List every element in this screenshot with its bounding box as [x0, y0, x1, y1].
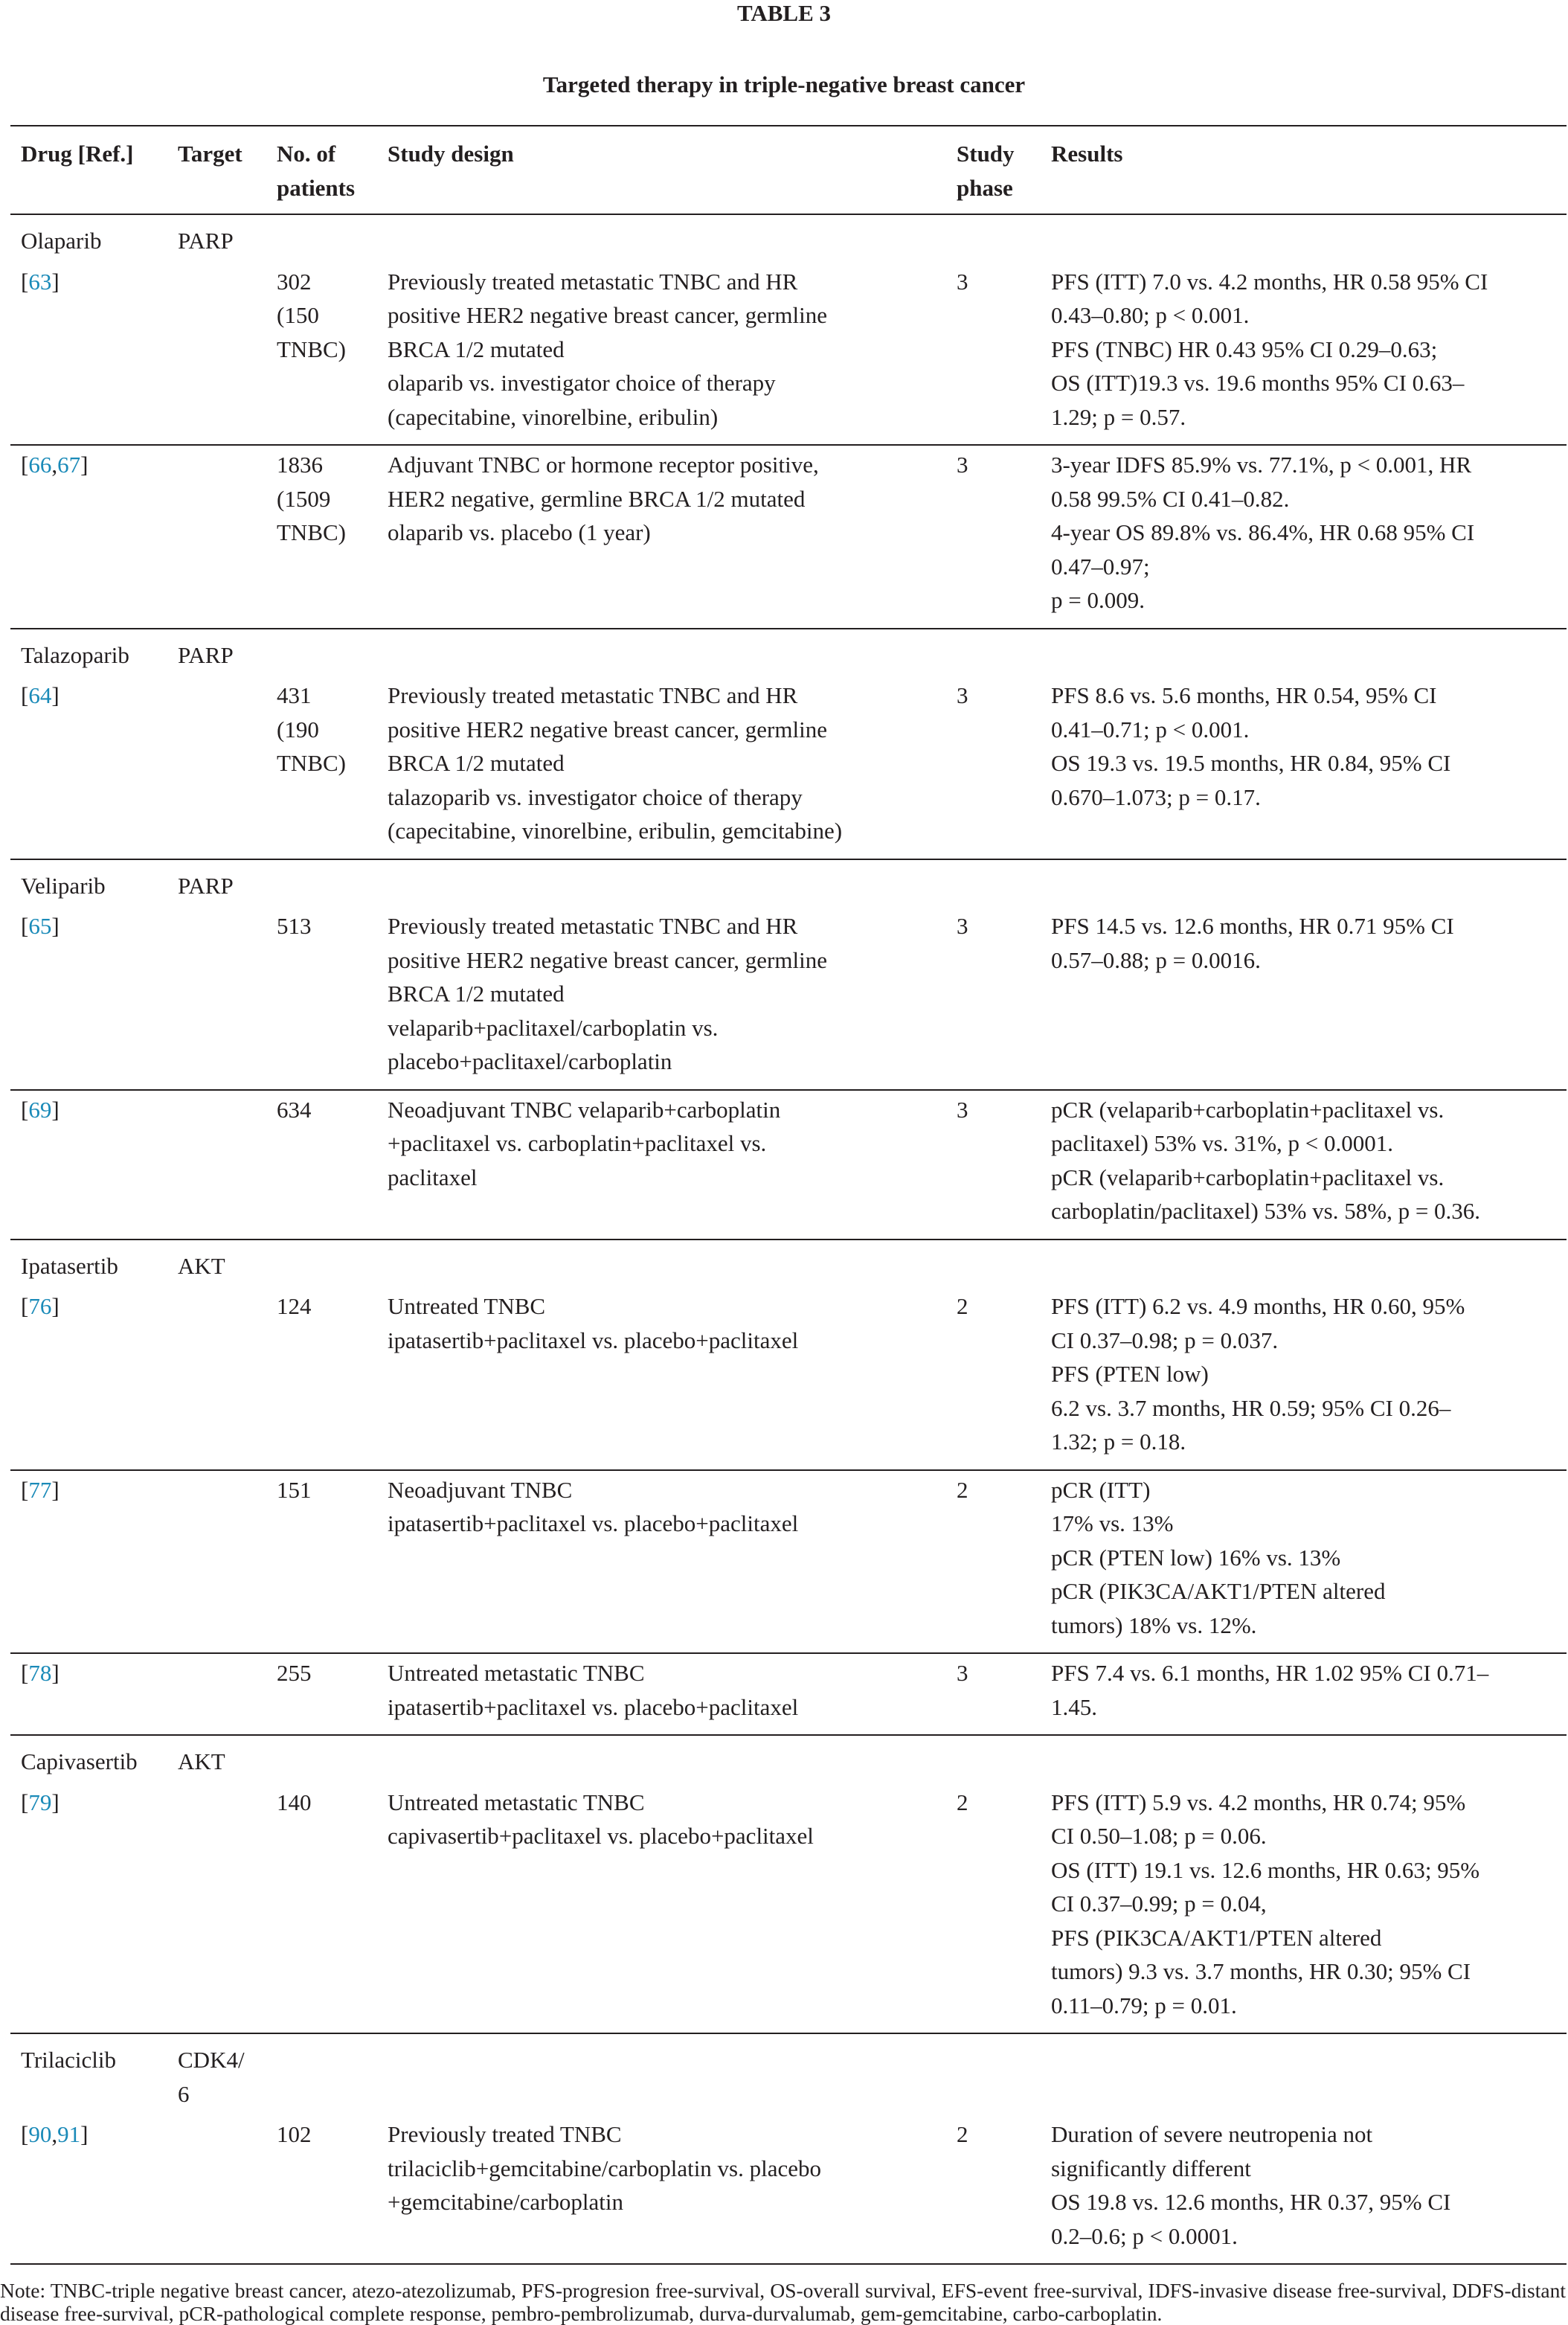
results-line: CI 0.37–0.98; p = 0.037.: [1051, 1327, 1279, 1353]
header-patients: No. of patients: [266, 126, 377, 214]
results-line: 0.670–1.073; p = 0.17.: [1051, 783, 1261, 810]
empty-cell: [167, 1287, 266, 1470]
design-line: BRCA 1/2 mutated: [388, 981, 565, 1007]
header-row: [10, 126, 1567, 214]
patient-count: [266, 263, 377, 446]
empty-cell: [377, 214, 946, 263]
patients-line: 102: [277, 2121, 312, 2147]
empty-cell: [1041, 2033, 1567, 2115]
empty-cell: [167, 1783, 266, 2034]
results-line: Duration of severe neutropenia not: [1051, 2121, 1373, 2147]
target-line: 6: [178, 2080, 190, 2107]
drug-name: Capivasertib: [21, 1748, 138, 1774]
study-results: [1041, 1470, 1567, 1654]
reference-link[interactable]: 63: [28, 268, 52, 295]
empty-cell: [1041, 629, 1567, 677]
study-results: [1041, 1090, 1567, 1240]
study-results: [1041, 2115, 1567, 2264]
design-line: ipatasertib+paclitaxel vs. placebo+paclitaxel: [388, 1510, 799, 1536]
results-line: tumors) 9.3 vs. 3.7 months, HR 0.30; 95% CI: [1051, 1958, 1471, 1984]
drug-row: [10, 859, 1567, 908]
study-phase: 3: [946, 445, 1041, 629]
results-line: 0.47–0.97;: [1051, 553, 1150, 580]
study-row: [10, 676, 1567, 859]
study-design: [377, 1653, 946, 1735]
results-line: PFS (PTEN low): [1051, 1361, 1209, 1387]
drug-name: Olaparib: [21, 228, 102, 254]
results-line: PFS 14.5 vs. 12.6 months, HR 0.71 95% CI: [1051, 913, 1454, 939]
header-phase: Study phase: [946, 126, 1041, 214]
patients-line: 151: [277, 1476, 312, 1503]
drug-name: Talazoparib: [21, 641, 129, 668]
study-phase: 2: [946, 1470, 1041, 1654]
design-line: positive HER2 negative breast cancer, germline: [388, 716, 827, 743]
study-results: [1041, 445, 1567, 629]
empty-cell: [167, 907, 266, 1090]
study-design: [377, 1090, 946, 1240]
results-line: 0.43–0.80; p < 0.001.: [1051, 302, 1250, 328]
design-line: olaparib vs. investigator choice of therapy: [388, 370, 776, 396]
empty-cell: [377, 859, 946, 908]
results-line: 1.29; p = 0.57.: [1051, 403, 1186, 430]
design-line: Previously treated metastatic TNBC and HR: [388, 268, 798, 295]
empty-cell: [946, 859, 1041, 908]
header-drug: Drug [Ref.]: [10, 126, 167, 214]
results-line: 1.32; p = 0.18.: [1051, 1428, 1186, 1455]
study-results: [1041, 907, 1567, 1090]
design-line: Previously treated metastatic TNBC and HR: [388, 682, 798, 708]
results-line: pCR (velaparib+carboplatin+paclitaxel vs.: [1051, 1096, 1445, 1123]
study-refs: [66,67]: [10, 445, 167, 629]
study-phase: 3: [946, 907, 1041, 1090]
study-results: [1041, 1287, 1567, 1470]
study-row: [10, 445, 1567, 629]
results-line: significantly different: [1051, 2155, 1251, 2181]
study-row: [10, 1090, 1567, 1240]
design-line: Untreated TNBC: [388, 1293, 546, 1319]
patients-line: (150: [277, 302, 319, 328]
design-line: +paclitaxel vs. carboplatin+paclitaxel vs.: [388, 1130, 767, 1156]
patients-line: 634: [277, 1096, 312, 1123]
results-line: 6.2 vs. 3.7 months, HR 0.59; 95% CI 0.26–: [1051, 1394, 1451, 1421]
study-phase: 3: [946, 1090, 1041, 1240]
study-design: [377, 1783, 946, 2034]
patients-line: 1836: [277, 452, 323, 478]
target-line: PARP: [178, 641, 234, 668]
empty-cell: [167, 676, 266, 859]
study-phase: 3: [946, 263, 1041, 446]
empty-cell: [946, 214, 1041, 263]
table-label: TABLE 3: [736, 0, 832, 26]
study-row: [10, 1470, 1567, 1654]
drug-target: [167, 1240, 266, 1288]
reference-link[interactable]: 90: [28, 2121, 52, 2147]
target-line: AKT: [178, 1252, 225, 1279]
drug-row: [10, 1735, 1567, 1783]
design-line: Previously treated metastatic TNBC and HR: [388, 913, 798, 939]
results-line: OS 19.8 vs. 12.6 months, HR 0.37, 95% CI: [1051, 2189, 1451, 2215]
results-line: pCR (velaparib+carboplatin+paclitaxel vs.: [1051, 1164, 1445, 1190]
design-line: (capecitabine, vinorelbine, eribulin, gemcitabine): [388, 818, 843, 844]
patients-line: TNBC): [277, 750, 346, 776]
study-design: [377, 1287, 946, 1470]
patient-count: [266, 2115, 377, 2264]
patients-line: 255: [277, 1660, 312, 1686]
table-body: [10, 214, 1567, 2264]
drug-target: [167, 1735, 266, 1783]
drug-name: Ipatasertib: [21, 1252, 118, 1279]
empty-cell: [1041, 1735, 1567, 1783]
study-results: [1041, 263, 1567, 446]
reference-link[interactable]: 77: [28, 1476, 52, 1503]
design-line: BRCA 1/2 mutated: [388, 336, 565, 362]
drug-name: Veliparib: [21, 872, 106, 899]
design-line: olaparib vs. placebo (1 year): [388, 519, 651, 545]
results-line: PFS 8.6 vs. 5.6 months, HR 0.54, 95% CI: [1051, 682, 1437, 708]
results-line: pCR (PIK3CA/AKT1/PTEN altered: [1051, 1578, 1386, 1604]
design-line: Neoadjuvant TNBC velaparib+carboplatin: [388, 1096, 781, 1123]
patients-line: 302: [277, 268, 312, 295]
drug-row: [10, 629, 1567, 677]
study-refs: [77]: [10, 1470, 167, 1654]
study-phase: 2: [946, 1287, 1041, 1470]
patient-count: [266, 1783, 377, 2034]
design-line: ipatasertib+paclitaxel vs. placebo+paclitaxel: [388, 1693, 799, 1720]
empty-cell: [167, 263, 266, 446]
empty-cell: [167, 1090, 266, 1240]
results-line: CI 0.37–0.99; p = 0.04,: [1051, 1891, 1267, 1917]
patients-line: (1509: [277, 485, 331, 512]
reference-link[interactable]: 78: [28, 1660, 52, 1686]
study-row: [10, 1653, 1567, 1735]
study-design: [377, 676, 946, 859]
study-refs: [90,91]: [10, 2115, 167, 2264]
target-line: PARP: [178, 872, 234, 899]
study-refs: [63]: [10, 263, 167, 446]
results-line: PFS (ITT) 7.0 vs. 4.2 months, HR 0.58 95% CI: [1051, 268, 1488, 295]
study-row: [10, 2115, 1567, 2264]
empty-cell: [266, 1240, 377, 1288]
study-refs: [78]: [10, 1653, 167, 1735]
design-line: Previously treated TNBC: [388, 2121, 622, 2147]
empty-cell: [1041, 1240, 1567, 1288]
empty-cell: [266, 1735, 377, 1783]
empty-cell: [266, 2033, 377, 2115]
study-design: [377, 2115, 946, 2264]
results-line: 0.2–0.6; p < 0.0001.: [1051, 2222, 1238, 2249]
header-target: Target: [167, 126, 266, 214]
design-line: Neoadjuvant TNBC: [388, 1476, 573, 1503]
design-line: paclitaxel: [388, 1164, 478, 1190]
empty-cell: [946, 629, 1041, 677]
patient-count: [266, 1090, 377, 1240]
empty-cell: [377, 2033, 946, 2115]
reference-link[interactable]: 66: [28, 452, 52, 478]
empty-cell: [266, 214, 377, 263]
header-results: Results: [1041, 126, 1567, 214]
results-line: 1.45.: [1051, 1693, 1097, 1720]
patients-line: 140: [277, 1789, 312, 1815]
results-line: tumors) 18% vs. 12%.: [1051, 1612, 1257, 1638]
design-line: ipatasertib+paclitaxel vs. placebo+paclitaxel: [388, 1327, 799, 1353]
drug-row: [10, 2033, 1567, 2115]
patient-count: [266, 1287, 377, 1470]
study-refs: [69]: [10, 1090, 167, 1240]
design-line: capivasertib+paclitaxel vs. placebo+paclitaxel: [388, 1823, 814, 1849]
patient-count: [266, 1470, 377, 1654]
study-row: [10, 1783, 1567, 2034]
results-line: 17% vs. 13%: [1051, 1510, 1174, 1536]
results-line: OS (ITT)19.3 vs. 19.6 months 95% CI 0.63–: [1051, 370, 1465, 396]
drug-target: [167, 214, 266, 263]
table-title: Targeted therapy in triple-negative breast cancer: [542, 71, 1026, 97]
patient-count: [266, 676, 377, 859]
drug-row: [10, 214, 1567, 263]
results-line: 0.58 99.5% CI 0.41–0.82.: [1051, 485, 1290, 512]
table-note: Note: TNBC-triple negative breast cancer, atezo-atezolizumab, PFS-progresion free-survival, OS-overall survival, EFS-event free-survival, IDFS-invasive disease free-survival, DDFS-distant disease free-survival, pCR-pathological complete response, pembro-pembrolizumab, durva-durvalumab, gem-gemcitabine, carbo-carboplatin.: [0, 2279, 1566, 2325]
empty-cell: [167, 1470, 266, 1654]
design-line: (capecitabine, vinorelbine, eribulin): [388, 403, 719, 430]
reference-link[interactable]: 67: [57, 452, 81, 478]
study-results: [1041, 676, 1567, 859]
patients-line: TNBC): [277, 336, 346, 362]
design-line: talazoparib vs. investigator choice of therapy: [388, 783, 803, 810]
drug-row: [10, 1240, 1567, 1288]
study-design: [377, 1470, 946, 1654]
results-line: pCR (PTEN low) 16% vs. 13%: [1051, 1544, 1341, 1571]
results-line: 3-year IDFS 85.9% vs. 77.1%, p < 0.001, HR: [1051, 452, 1472, 478]
target-line: AKT: [178, 1748, 225, 1774]
results-line: 0.11–0.79; p = 0.01.: [1051, 1992, 1237, 2018]
patient-count: [266, 445, 377, 629]
design-line: HER2 negative, germline BRCA 1/2 mutated: [388, 485, 806, 512]
reference-link[interactable]: 91: [57, 2121, 81, 2147]
study-phase: 2: [946, 1783, 1041, 2034]
results-line: OS (ITT) 19.1 vs. 12.6 months, HR 0.63; 95%: [1051, 1856, 1480, 1883]
drug-target: [167, 629, 266, 677]
empty-cell: [266, 629, 377, 677]
design-line: Untreated metastatic TNBC: [388, 1660, 645, 1686]
results-line: p = 0.009.: [1051, 587, 1145, 613]
header-design: Study design: [377, 126, 946, 214]
results-line: 4-year OS 89.8% vs. 86.4%, HR 0.68 95% CI: [1051, 519, 1475, 545]
results-line: paclitaxel) 53% vs. 31%, p < 0.0001.: [1051, 1130, 1394, 1156]
empty-cell: [377, 1735, 946, 1783]
study-refs: [76]: [10, 1287, 167, 1470]
design-line: velaparib+paclitaxel/carboplatin vs.: [388, 1014, 719, 1041]
empty-cell: [377, 629, 946, 677]
empty-cell: [167, 1653, 266, 1735]
design-line: +gemcitabine/carboplatin: [388, 2189, 624, 2215]
target-line: CDK4/: [178, 2047, 245, 2073]
reference-link[interactable]: 76: [28, 1293, 52, 1319]
study-refs: [65]: [10, 907, 167, 1090]
empty-cell: [266, 859, 377, 908]
study-refs: [79]: [10, 1783, 167, 2034]
study-results: [1041, 1653, 1567, 1735]
empty-cell: [946, 1735, 1041, 1783]
patients-line: 124: [277, 1293, 312, 1319]
results-line: carboplatin/paclitaxel) 53% vs. 58%, p = 0.36.: [1051, 1198, 1481, 1224]
drug-target: [167, 859, 266, 908]
study-refs: [64]: [10, 676, 167, 859]
study-design: [377, 263, 946, 446]
empty-cell: [1041, 214, 1567, 263]
results-line: CI 0.50–1.08; p = 0.06.: [1051, 1823, 1267, 1849]
study-results: [1041, 1783, 1567, 2034]
study-row: [10, 907, 1567, 1090]
reference-link[interactable]: 64: [28, 682, 52, 708]
design-line: positive HER2 negative breast cancer, germline: [388, 302, 827, 328]
results-line: 0.57–0.88; p = 0.0016.: [1051, 946, 1261, 973]
results-line: PFS (TNBC) HR 0.43 95% CI 0.29–0.63;: [1051, 336, 1438, 362]
patient-count: [266, 907, 377, 1090]
empty-cell: [167, 445, 266, 629]
drug-target: [167, 2033, 266, 2115]
empty-cell: [167, 2115, 266, 2264]
study-row: [10, 263, 1567, 446]
reference-link[interactable]: 65: [28, 913, 52, 939]
study-design: [377, 907, 946, 1090]
study-phase: 3: [946, 676, 1041, 859]
results-line: PFS (ITT) 6.2 vs. 4.9 months, HR 0.60, 95%: [1051, 1293, 1465, 1319]
patients-line: TNBC): [277, 519, 346, 545]
design-line: BRCA 1/2 mutated: [388, 750, 565, 776]
empty-cell: [377, 1240, 946, 1288]
design-line: placebo+paclitaxel/carboplatin: [388, 1048, 672, 1074]
study-phase: 3: [946, 1653, 1041, 1735]
reference-link[interactable]: 69: [28, 1096, 52, 1123]
design-line: positive HER2 negative breast cancer, germline: [388, 946, 827, 973]
empty-cell: [946, 2033, 1041, 2115]
patients-line: 513: [277, 913, 312, 939]
patients-line: 431: [277, 682, 312, 708]
design-line: trilaciclib+gemcitabine/carboplatin vs. placebo: [388, 2155, 822, 2181]
empty-cell: [946, 1240, 1041, 1288]
patients-line: (190: [277, 716, 319, 743]
study-phase: 2: [946, 2115, 1041, 2264]
results-line: PFS 7.4 vs. 6.1 months, HR 1.02 95% CI 0.71–: [1051, 1660, 1489, 1686]
empty-cell: [1041, 859, 1567, 908]
results-line: PFS (ITT) 5.9 vs. 4.2 months, HR 0.74; 95%: [1051, 1789, 1466, 1815]
results-line: pCR (ITT): [1051, 1476, 1151, 1503]
results-line: 0.41–0.71; p < 0.001.: [1051, 716, 1250, 743]
study-design: [377, 445, 946, 629]
design-line: Adjuvant TNBC or hormone receptor positive,: [388, 452, 819, 478]
results-line: PFS (PIK3CA/AKT1/PTEN altered: [1051, 1924, 1382, 1951]
therapy-table: [10, 125, 1567, 2265]
design-line: Untreated metastatic TNBC: [388, 1789, 645, 1815]
patient-count: [266, 1653, 377, 1735]
reference-link[interactable]: 79: [28, 1789, 52, 1815]
target-line: PARP: [178, 228, 234, 254]
study-row: [10, 1287, 1567, 1470]
results-line: OS 19.3 vs. 19.5 months, HR 0.84, 95% CI: [1051, 750, 1451, 776]
drug-name: Trilaciclib: [21, 2047, 117, 2073]
